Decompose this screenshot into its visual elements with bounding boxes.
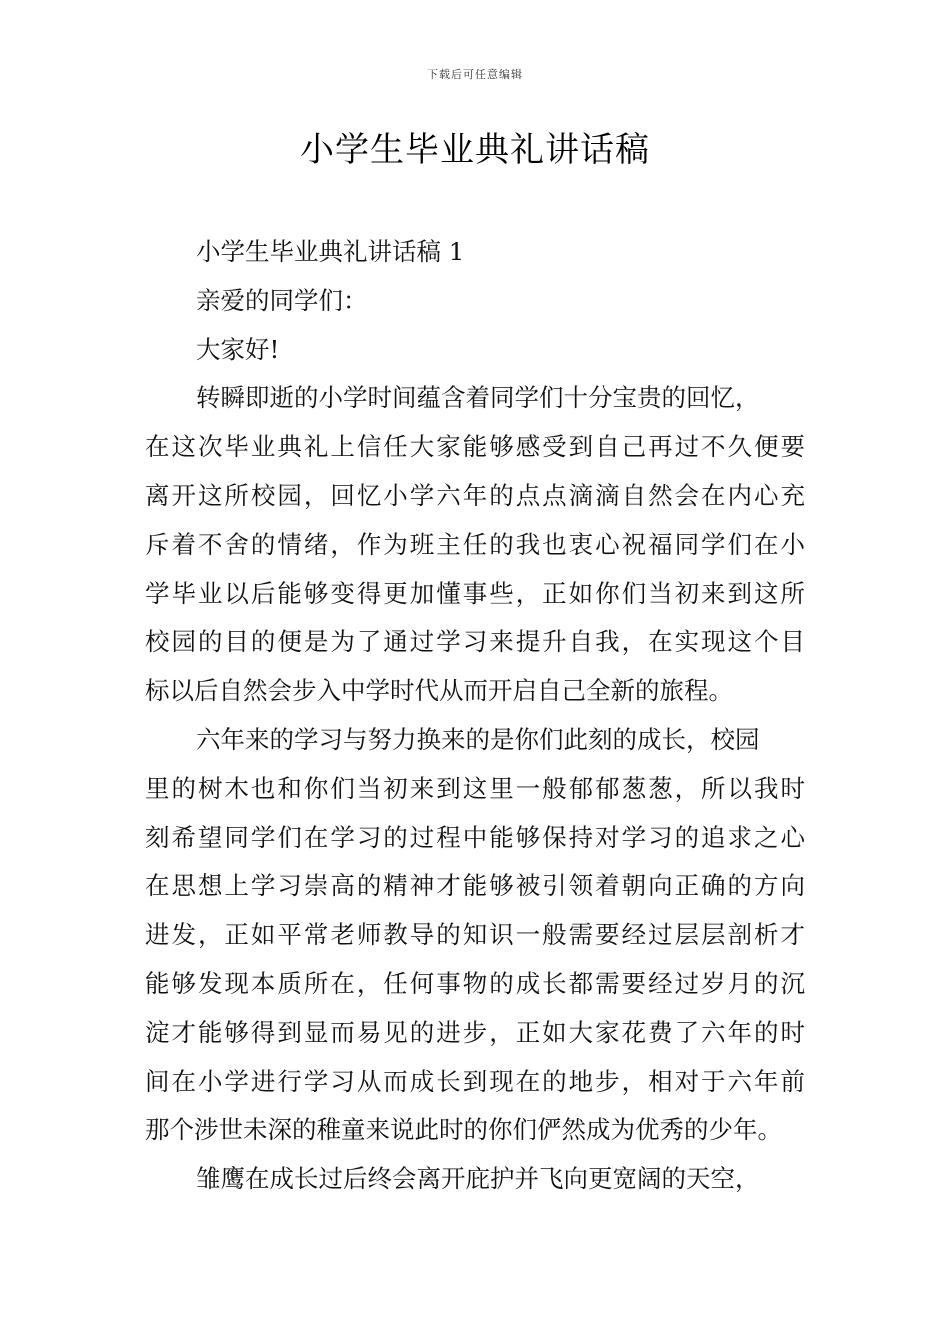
paragraph-2-line-3: 刻希望同学们在学习的过程中能够保持对学习的追求之心	[145, 822, 805, 852]
salutation-line: 亲爱的同学们：	[196, 285, 368, 315]
paragraph-2-line-5: 进发，正如平常老师教导的知识一般需要经过层层剖析才	[145, 920, 805, 950]
paragraph-2-line-2: 里的树木也和你们当初来到这里一般郁郁葱葱，所以我时	[145, 773, 805, 803]
paragraph-1-line-4: 斥着不舍的情绪，作为班主任的我也衷心祝福同学们在小	[145, 529, 805, 559]
paragraph-1-line-2: 在这次毕业典礼上信任大家能够感受到自己再过不久便要	[145, 432, 805, 462]
document-body	[145, 228, 810, 1204]
paragraph-3-line-1: 雏鹰在成长过后终会离开庇护并飞向更宽阔的天空，	[196, 1164, 760, 1194]
paragraph-1-line-7: 标以后自然会步入中学时代从而开启自己全新的旅程。	[145, 676, 733, 706]
paragraph-2-line-8: 间在小学进行学习从而成长到现在的地步，相对于六年前	[145, 1066, 805, 1096]
paragraph-1-line-6: 校园的目的便是为了通过学习来提升自我，在实现这个目	[145, 627, 805, 657]
greeting-line: 大家好!	[196, 334, 280, 364]
paragraph-2-line-4: 在思想上学习崇高的精神才能够被引领着朝向正确的方向	[145, 871, 805, 901]
document-title: 小学生毕业典礼讲话稿	[300, 130, 650, 170]
paragraph-2-line-9: 那个涉世未深的稚童来说此时的你们俨然成为优秀的少年。	[145, 1115, 782, 1145]
paragraph-2-line-1: 六年来的学习与努力换来的是你们此刻的成长，校园	[196, 724, 760, 754]
paragraph-1-line-5: 学毕业以后能够变得更加懂事些，正如你们当初来到这所	[145, 578, 805, 608]
paragraph-2-line-7: 淀才能够得到显而易见的进步，正如大家花费了六年的时	[145, 1017, 805, 1047]
paragraph-1-line-1: 转瞬即逝的小学时间蕴含着同学们十分宝贵的回忆，	[196, 383, 760, 413]
subtitle-line: 小学生毕业典礼讲话稿 1	[196, 237, 465, 266]
paragraph-1-line-3: 离开这所校园，回忆小学六年的点点滴滴自然会在内心充	[145, 480, 805, 510]
header-note: 下载后可任意编辑	[427, 68, 523, 81]
paragraph-2-line-6: 能够发现本质所在，任何事物的成长都需要经过岁月的沉	[145, 968, 805, 998]
